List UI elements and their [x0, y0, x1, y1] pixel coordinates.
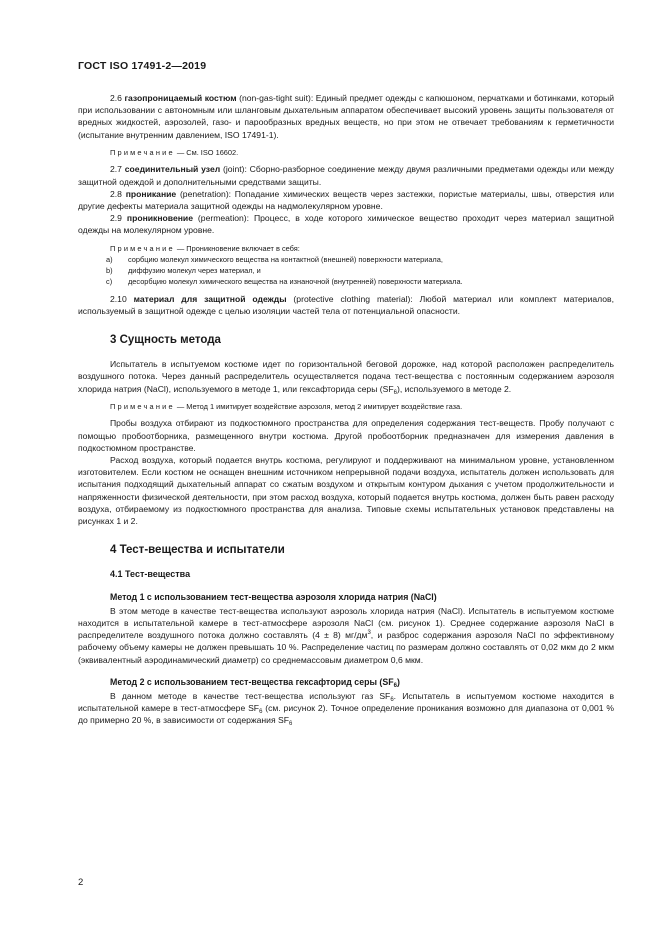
- note-list-item: [106, 266, 614, 277]
- term-name: материал для защитной одежды: [133, 293, 287, 304]
- term-number: 2.10: [110, 293, 127, 304]
- method-1-heading: Метод 1 с использованием тест-вещества аэрозоля хлорида натрия (NaCl): [110, 591, 437, 602]
- term-2-7: [78, 163, 614, 187]
- text-run: ), используемого в методе 2.: [396, 383, 512, 394]
- subscript: 6: [393, 682, 397, 689]
- text-run: ): [396, 676, 400, 687]
- note-2-9: [78, 244, 614, 255]
- term-name: газопроницаемый костюм: [124, 93, 237, 103]
- term-number: 2.8: [110, 188, 122, 199]
- note-text: — См. ISO 16602.: [174, 147, 239, 157]
- term-2-10: [78, 293, 614, 317]
- item-text: сорбцию молекул химического вещества на контактной (внешней) поверхности материала,: [128, 255, 443, 265]
- term-name: проникновение: [126, 213, 193, 224]
- item-label: b): [106, 266, 113, 276]
- subscript: 6: [393, 389, 397, 396]
- term-2-9: [78, 212, 614, 236]
- term-definition: (joint): Сборно-разборное соединение между двумя различными предметами одежды или между защитной одеждой и дополнительными средствами защиты.: [78, 164, 614, 187]
- subscript: 6: [390, 697, 394, 704]
- term-definition: (protective clothing material): Любой материал или комплект материалов, используемый в защитной одежде с целью изоляции частей тела от потенциальной опасности.: [78, 293, 614, 316]
- sec3-paragraph-2: Пробы воздуха отбирают из подкостюмного пространства для определения содержания тест-веществ. Пробу получают с помощью пробоотборника, размещенного внутри костюма. Другой пробоотборник предназначен для измерения давления в подкостюмном пространстве.: [78, 418, 614, 453]
- method-2-heading: [110, 676, 614, 688]
- text-run: Метод 2 с использованием тест-вещества гексафторид серы (SF: [110, 676, 394, 687]
- sec3-paragraph-1: [78, 358, 614, 395]
- term-number: 2.6: [110, 93, 122, 103]
- note-text: — Метод 1 имитирует воздействие аэрозоля, метод 2 имитирует воздействие газа.: [174, 401, 463, 411]
- method-2-paragraph: [78, 690, 614, 727]
- item-text: десорбцию молекул химического вещества на изнаночной (внутренней) поверхности материала.: [128, 276, 463, 286]
- note-list-item: [106, 255, 614, 266]
- section-3-heading: 3 Сущность метода: [110, 334, 221, 347]
- note-text: — Проникновение включает в себя:: [174, 243, 300, 253]
- standard-header: ГОСТ ISO 17491-2—2019: [78, 60, 207, 72]
- note-label: Примечание: [110, 147, 175, 157]
- text-run: . Испытатель в испытуемом костюме находится в испытательной камере в тест-атмосфере SF: [78, 691, 615, 714]
- term-definition: (permeation): Процесс, в ходе которого химическое вещество проходит через материал защитной одежды на молекулярном уровне.: [78, 213, 614, 236]
- term-definition: (non-gas-tight suit): Единый предмет одежды с капюшоном, перчатками и ботинками, который при использовании с автономным или шланговым дыхательным аппаратом обеспечивает высокий уровень защиты пользователя от вредных жидкостей, аэрозолей, газо- и парообразных вредных веществ, но при этом не отвечает требованиям к герметичности (испытание внутренним давлением, ISO 17491-1).: [78, 93, 615, 140]
- section-4-heading: 4 Тест-вещества и испытатели: [110, 544, 285, 557]
- term-name: проникание: [125, 188, 177, 199]
- subscript: 6: [259, 709, 263, 716]
- text-run: Испытатель в испытуемом костюме идет по горизонтальной беговой дорожке, над которой расположен распределитель воздушного потока. Через данный распределитель осуществляется подача тест-вещества с постоянным содержанием аэрозоля хлорида натрия (NaCl), используемого в методе 1, или гексафторида серы (SF: [78, 359, 614, 394]
- term-2-6: [78, 92, 614, 141]
- term-name: соединительный узел: [124, 164, 221, 175]
- page-content: [78, 92, 614, 727]
- text-run: В этом методе в качестве тест-вещества используют аэрозоль хлорида натрия (NaCl). Испытатель в испытуемом костюме находится в испытательной камере в тест-атмосфере аэрозоля NaCl (см. рисунок 1). Среднее содержание аэрозоля NaCl в распределителе воздушного потока должно составлять (4 ± 8) мг/дм: [78, 605, 614, 641]
- item-label: а): [106, 255, 113, 265]
- term-number: 2.9: [110, 213, 122, 224]
- item-text: диффузию молекул через материал, и: [128, 266, 261, 276]
- note-sec3: [78, 402, 614, 413]
- term-definition: (penetration): Попадание химических веществ через застежки, пористые материалы, швы, отверстия или другие дефекты материала защитной одежды на надмолекулярном уровне.: [78, 188, 614, 212]
- note-list: [78, 255, 614, 287]
- sec3-paragraph-3: Расход воздуха, который подается внутрь костюма, регулируют и поддерживают на минимальном уровне, установленном изготовителем. Если костюм не оснащен внешним источником непрерывной подачи воздуха, испытатель должен использовать для испытания подходящий дыхательный аппарат со сжатым воздухом и открытым контуром дыхания с учетом продолжительности и напряженности физической деятельности, при этом расход воздуха, который подается внутрь костюма, должен быть равен расходу воздуха, отбираемому из подкостюмного пространства для анализа. Типовые схемы испытательных установок представлены на рисунках 1 и 2.: [78, 455, 614, 527]
- note-label: Примечание: [110, 401, 175, 411]
- text-run: В данном методе в качестве тест-вещества используют газ SF: [110, 691, 391, 702]
- text-run: , и разброс содержания аэрозоля NaCl по эффективному рабочему объему камеры не должен превышать 10 %. Распределение частиц по размерам должно составлять от 0,02 мкм до 2 мкм (эквивалентный аэродинамический диаметр) со среднемассовым диаметром 0,6 мкм.: [78, 630, 614, 665]
- method-1-paragraph: [78, 605, 614, 666]
- text-run: (см. рисунок 2). Точное определение проникания возможно для диапазона от 0,001 % до примерно 20 %, в зависимости от содержания SF: [78, 703, 614, 726]
- subscript: 6: [288, 721, 293, 728]
- subsection-4-1-heading: 4.1 Тест-вещества: [110, 569, 191, 580]
- term-number: 2.7: [110, 164, 122, 175]
- note-list-item: [106, 277, 614, 288]
- item-label: с): [106, 276, 113, 286]
- note-2-6: [78, 148, 614, 159]
- page-number: 2: [78, 877, 84, 888]
- term-2-8: [78, 188, 614, 212]
- superscript: 3: [367, 630, 371, 637]
- note-label: Примечание: [110, 243, 175, 253]
